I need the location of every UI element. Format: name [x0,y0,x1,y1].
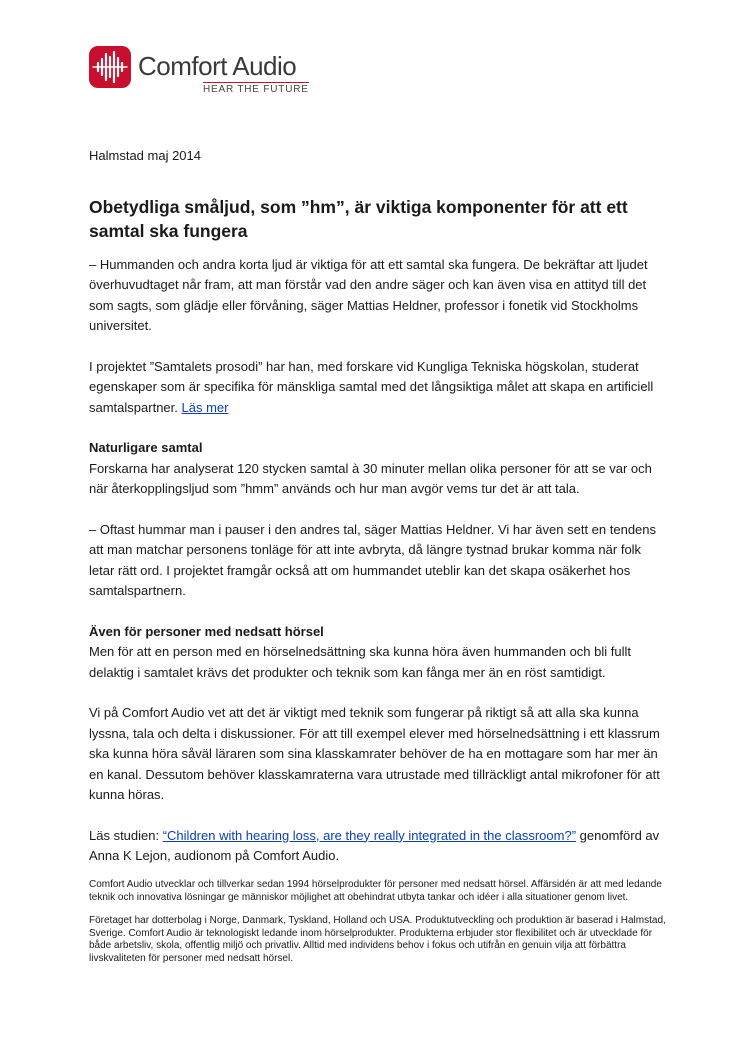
footer-subsidiaries: Företaget har dotterbolag i Norge, Danmark, Tyskland, Holland och USA. Produktutveckling och produktion är baserad i Halmstad, Sverige. Comfort Audio är teknologiskt ledande inom hörselprodukter. Produkterna erbjuder stor flexibilitet och är utvecklade för både arbetsliv, skola, offentlig miljö och privatliv. Alltid med individens behov i fokus och utifrån en genuin vilja att förbättra livskvaliteten för personer med nedsatt hörsel. [89,915,666,964]
logo-tagline: HEAR THE FUTURE [203,84,309,95]
subheading-hearing-loss: Även för personer med nedsatt hörsel [89,623,324,639]
section-natural-conversation [89,438,669,500]
read-more-link[interactable]: Läs mer [181,399,229,415]
paragraph-project-text: I projektet ”Samtalets prosodi” har han, med forskare vid Kungliga Tekniska högskolan, studerat egenskaper som är specifika för mänskliga samtal med det långsiktiga målet att skapa en artificiell samtalspartner. [89,358,654,415]
paragraph-analysis: Forskarna har analyserat 120 stycken samtal à 30 minuter mellan olika personer för att se var och när återkopplingsljud som ”hmm” används och hur man avgör vems tur det är att tala. [89,460,652,496]
company-footer [89,879,669,976]
press-release-body [89,146,669,887]
company-logo [89,46,319,96]
study-suffix: genomförd av Anna K Lejon, audionom på Comfort Audio. [89,827,660,863]
section-hearing-loss [89,622,669,684]
headline: Obetydliga småljud, som ”hm”, är viktiga komponenter för att ett samtal ska fungera [89,196,628,241]
paragraph-study [89,826,669,867]
paragraph-intro: – Hummanden och andra korta ljud är viktiga för att ett samtal ska fungera. De bekräftar att ljudet överhuvudtaget når fram, att man förstår vad den andre säger och kan även visa en attityd till det som sagts, som glädje eller förvåning, säger Mattias Heldner, professor i fonetik vid Stockholms universitet. [89,256,648,333]
date-line: Halmstad maj 2014 [89,148,201,163]
paragraph-hearing-loss: Men för att en person med en hörselnedsättning ska kunna höra även hummanden och bli fullt delaktig i samtalet krävs det produkter och teknik som kan fånga mer än en röst samtidigt. [89,644,632,680]
paragraph-comfort-audio: Vi på Comfort Audio vet att det är viktigt med teknik som fungerar på riktigt så att alla ska kunna lyssna, tala och delta i diskussioner. För att till exempel elever med hörselnedsättning i ett klassrum ska kunna höra såväl läraren som sina klasskamrater behöver de ha en mottagare som har mer än en kanal. Dessutom behöver klasskamraterna vara utrustade med tillräckligt antal mikrofoner för att kunna höras. [89,705,660,802]
logo-wordmark: Comfort Audio [138,51,297,81]
paragraph-quote: – Oftast hummar man i pauser i den andres tal, säger Mattias Heldner. Vi har även sett en tendens att man matchar personens tonläge för att inte avbryta, då längre tystnad brukar komma när folk letar rätt ord. I projektet framgår också att om hummandet uteblir kan det skapa osäkerhet hos samtalspartnern. [89,521,657,598]
study-link[interactable]: “Children with hearing loss, are they really integrated in the classroom?” [162,827,577,843]
footer-about: Comfort Audio utvecklar och tillverkar sedan 1994 hörselprodukter för personer med nedsatt hörsel. Affärsidén är att med ledande teknik och innovativa lösningar ge människor möjlighet att obehindrat utbyta tankar och idéer i alla situationer genom livet. [89,879,662,903]
study-prefix: Läs studien: [89,827,163,843]
subheading-natural-conversation: Naturligare samtal [89,440,203,455]
sound-wave-logo-icon [89,46,131,88]
paragraph-project [89,357,669,419]
